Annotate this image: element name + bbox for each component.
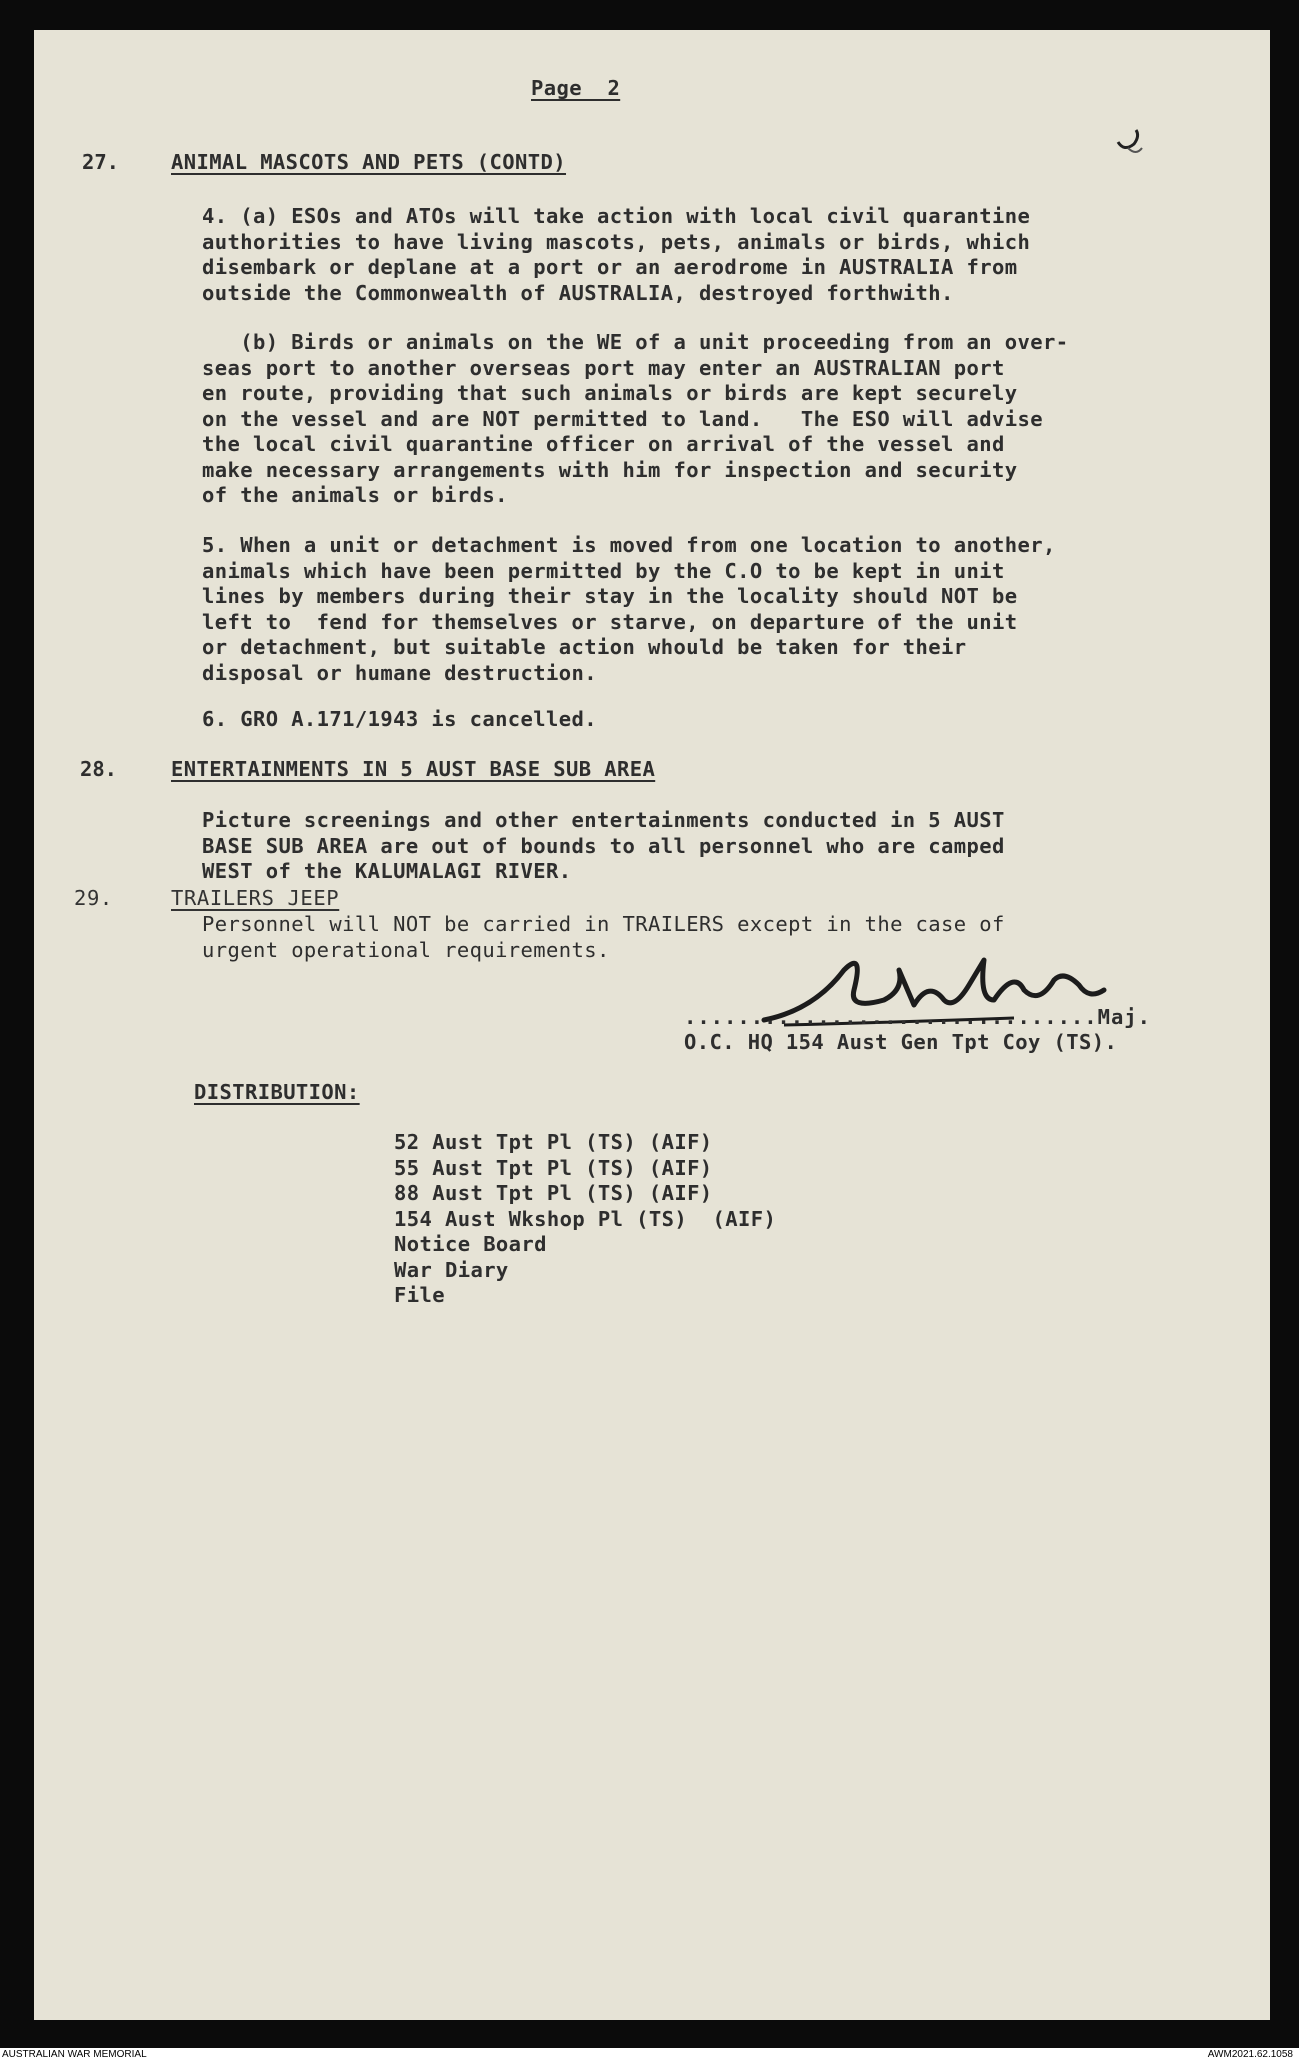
text-line: 4. (a) ESOs and ATOs will take action with local civil quarantine xyxy=(202,204,1031,228)
text-line: disembark or deplane at a port or an aerodrome in AUSTRALIA from xyxy=(202,255,1018,279)
section-28-body xyxy=(202,808,1005,885)
section-27-para-4a xyxy=(202,204,1030,306)
text-line: authorities to have living mascots, pets, animals or birds, which xyxy=(202,229,1031,254)
list-item: 52 Aust Tpt Pl (TS) (AIF) xyxy=(394,1130,713,1154)
distribution-list xyxy=(394,1130,776,1309)
distribution-heading: DISTRIBUTION: xyxy=(194,1080,360,1104)
text-line: Picture screenings and other entertainments conducted in 5 AUST xyxy=(202,808,1005,832)
section-28-number: 28. xyxy=(80,757,118,781)
section-29-heading: TRAILERS JEEP xyxy=(171,886,340,910)
text-line: Personnel will NOT be carried in TRAILERS except in the case of xyxy=(202,912,1005,936)
text-line: of the animals or birds. xyxy=(202,483,508,507)
list-item: 154 Aust Wkshop Pl (TS) (AIF) xyxy=(394,1206,777,1231)
list-item: 55 Aust Tpt Pl (TS) (AIF) xyxy=(394,1155,713,1180)
section-27-para-6 xyxy=(202,707,597,733)
list-item: Notice Board xyxy=(394,1232,547,1256)
text-line: left to fend for themselves or starve, on departure of the unit xyxy=(202,609,1018,634)
signature-dots-line: ...............................Maj. xyxy=(684,1005,1151,1029)
footer-source: AUSTRALIAN WAR MEMORIAL xyxy=(2,2049,147,2060)
ink-mark-icon xyxy=(1114,126,1144,160)
text-line: outside the Commonwealth of AUSTRALIA, destroyed forthwith. xyxy=(202,280,954,305)
text-line: the local civil quarantine officer on arrival of the vessel and xyxy=(202,432,1005,456)
text-line: make necessary arrangements with him for inspection and security xyxy=(202,457,1018,482)
text-line: lines by members during their stay in the locality should NOT be xyxy=(202,584,1018,608)
text-line: animals which have been permitted by the C.O to be kept in unit xyxy=(202,558,1005,583)
text-line: 6. GRO A.171/1943 is cancelled. xyxy=(202,707,598,731)
section-29-number: 29. xyxy=(74,886,113,910)
section-28-heading: ENTERTAINMENTS IN 5 AUST BASE SUB AREA xyxy=(171,757,656,781)
section-27-para-5 xyxy=(202,533,1056,686)
signatory-title: O.C. HQ 154 Aust Gen Tpt Coy (TS). xyxy=(684,1030,1118,1054)
document-page xyxy=(34,30,1270,2020)
text-line: or detachment, but suitable action whould be taken for their xyxy=(202,635,967,659)
section-27-number: 27. xyxy=(82,150,120,174)
text-line: urgent operational requirements. xyxy=(202,937,610,962)
list-item: 88 Aust Tpt Pl (TS) (AIF) xyxy=(394,1181,713,1205)
section-27-para-4b xyxy=(202,330,1068,509)
section-27-heading: ANIMAL MASCOTS AND PETS (CONTD) xyxy=(171,150,567,174)
text-line: WEST of the KALUMALAGI RIVER. xyxy=(202,859,572,883)
text-line: (b) Birds or animals on the WE of a unit proceeding from an over- xyxy=(202,330,1069,354)
text-line: seas port to another overseas port may enter an AUSTRALIAN port xyxy=(202,355,1005,380)
text-line: on the vessel and are NOT permitted to land. The ESO will advise xyxy=(202,406,1043,431)
text-line: en route, providing that such animals or birds are kept securely xyxy=(202,381,1018,405)
page-title: Page 2 xyxy=(531,76,621,100)
text-line: 5. When a unit or detachment is moved from one location to another, xyxy=(202,533,1056,557)
list-item: File xyxy=(394,1283,445,1307)
list-item: War Diary xyxy=(394,1257,509,1282)
text-line: disposal or humane destruction. xyxy=(202,660,598,685)
footer-accession-number: AWM2021.62.1058 xyxy=(1207,2049,1293,2060)
text-line: BASE SUB AREA are out of bounds to all personnel who are camped xyxy=(202,833,1005,858)
